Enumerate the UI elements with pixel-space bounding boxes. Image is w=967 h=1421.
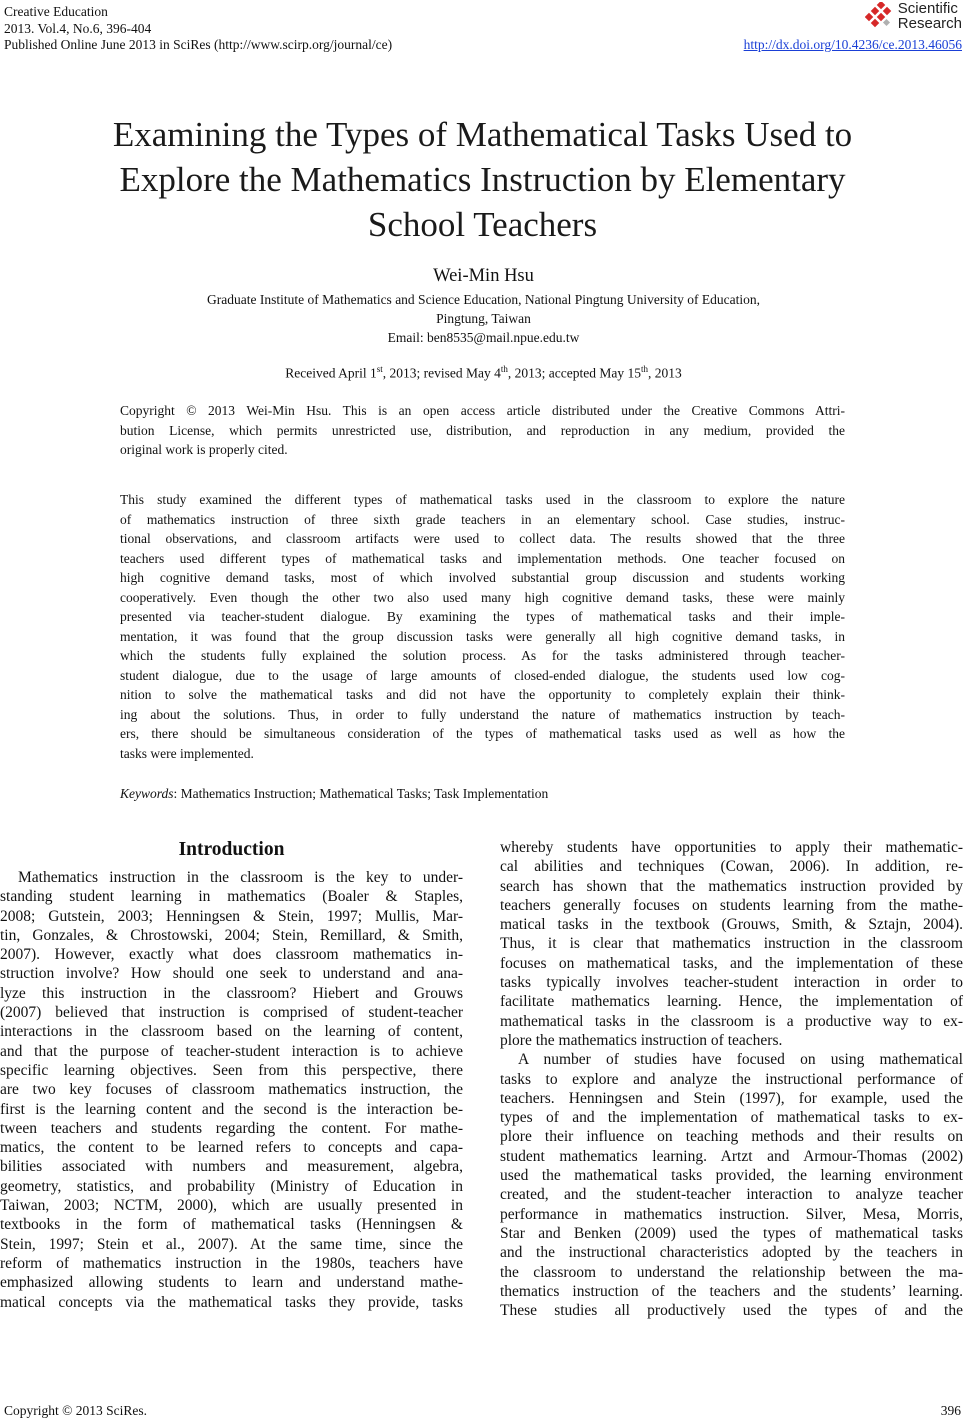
intro-line: teachers generally focuses on students learning from the mathe- xyxy=(500,896,963,914)
revised-sup: th xyxy=(500,364,508,374)
keywords-label: Keywords xyxy=(120,786,174,801)
intro-line: lyze this instruction in the classroom? Hiebert and Grouws xyxy=(0,984,463,1002)
intro-line: matical concepts via the mathematical tasks they provide, tasks xyxy=(0,1293,463,1311)
abstract-line: tional observations, and classroom artifacts were used to collect data. The results showed that the three xyxy=(120,531,845,546)
intro-line: cal abilities and techniques (Cowan, 2006). In addition, re- xyxy=(500,858,963,876)
intro-line: matical tasks in the textbook (Grouws, Smith, & Sztajn, 2004). xyxy=(500,916,963,934)
right-column xyxy=(500,838,963,1320)
intro-line: matics, the content to be learned refers to concepts and capa- xyxy=(0,1139,463,1157)
title-line: Examining the Types of Mathematical Tasks Used to xyxy=(112,115,853,154)
abstract-line: This study examined the different types of mathematical tasks used in the classroom to explore the nature xyxy=(120,492,845,507)
intro-line: plore their influence on teaching methods and their results on xyxy=(500,1128,963,1146)
received-dates xyxy=(0,364,967,382)
abstract xyxy=(120,490,845,763)
author-name: Wei-Min Hsu xyxy=(433,266,534,286)
intro-line: used the mathematical tasks provided, the learning environment xyxy=(500,1167,963,1185)
journal-volume: 2013. Vol.4, No.6, 396-404 xyxy=(4,20,152,36)
intro-line: search has shown that the mathematics instruction provided by xyxy=(500,877,963,895)
intro-line: Star and Benken (2009) used the types of mathematical tasks xyxy=(500,1224,963,1242)
intro-line: reform of mathematics instruction in the 1980s, teachers have xyxy=(0,1254,463,1272)
intro-line: A number of studies have focused on using mathematical xyxy=(518,1051,963,1069)
intro-line: whereby students have opportunities to apply their mathematic- xyxy=(500,839,963,856)
intro-line: performance in mathematics instruction. Silver, Mesa, Morris, xyxy=(500,1205,963,1223)
abstract-line: student dialogue, due to the usage of large amounts of closed-ended dialogue, the students used low cog- xyxy=(120,667,845,683)
logo-diamonds-icon xyxy=(865,2,895,30)
intro-line: (2007) believed that instruction is comprised of student-teacher xyxy=(0,1004,463,1022)
intro-line: struction involve? How should one seek to understand and ana- xyxy=(0,965,463,983)
intro-line: Stein, 1997; Stein et al., 2007). At the same time, since the xyxy=(0,1235,463,1253)
intro-line: Thus, it is clear that mathematics instruction in the classroom xyxy=(500,935,963,953)
intro-line: thematics instruction of the teachers and the students’ learning. xyxy=(500,1282,963,1300)
intro-line: plore the mathematics instruction of teachers. xyxy=(500,1031,783,1049)
abstract-line: teachers used different types of mathematical tasks and implementation methods. One teacher focused on xyxy=(120,550,845,566)
keywords xyxy=(120,786,548,802)
doi-link[interactable]: http://dx.doi.org/10.4236/ce.2013.46056 xyxy=(743,37,962,52)
intro-line: types of and the implementation of mathematical tasks to ex- xyxy=(500,1109,963,1127)
keywords-text: : Mathematics Instruction; Mathematical Tasks; Task Implementation xyxy=(173,786,549,801)
copyright-line: bution License, which permits unrestricted use, distribution, and reproduction in any medium, provided the xyxy=(120,422,845,438)
abstract-line: of mathematics instruction of three sixth grade teachers in an elementary school. Case studies, instruc- xyxy=(120,511,845,527)
abstract-line: nition to solve the mathematical tasks and did not have the opportunity to completely explain their think- xyxy=(120,687,845,702)
intro-line: tasks typically involves teacher-student interaction in order to xyxy=(500,974,963,992)
footer-copyright: Copyright © 2013 SciRes. xyxy=(4,1403,148,1418)
intro-line: and the instructional characteristics adopted by the teachers in xyxy=(500,1244,963,1262)
affiliation-line: Graduate Institute of Mathematics and Science Education, National Pingtung University of Education, xyxy=(207,292,760,307)
intro-line: focuses on mathematical tasks, and the implementation of these xyxy=(500,954,963,972)
title-line: School Teachers xyxy=(367,205,598,244)
intro-line: 2008; Gutstein, 2003; Henningsen & Stein, 1997; Mullis, Mar- xyxy=(0,907,463,925)
intro-line: These studies all productively used the types of and the xyxy=(500,1302,963,1320)
journal-header xyxy=(4,4,392,54)
intro-line: student mathematics learning. Artzt and Armour-Thomas (2002) xyxy=(500,1147,963,1165)
received-date: Received April 1 xyxy=(285,365,377,381)
intro-line: interactions in the classroom based on the learning of content, xyxy=(0,1023,463,1041)
title-line: Explore the Mathematics Instruction by Elementary xyxy=(119,160,846,199)
intro-line: first is the learning content and the second is the interaction be- xyxy=(0,1100,463,1118)
abstract-line: high cognitive demand tasks, most of which involved substantial group discussion and students working xyxy=(120,570,845,585)
intro-line: standing student learning in mathematics (Boaler & Staples, xyxy=(0,888,463,906)
accepted-date: , 2013; accepted May 15 xyxy=(507,365,641,381)
intro-line: emphasized allowing students to learn and understand mathe- xyxy=(0,1274,463,1292)
abstract-line: mentation, it was found that the group discussion tasks were generally all high cognitive demand tasks, in xyxy=(120,628,845,644)
dates-suffix: , 2013 xyxy=(647,365,682,381)
abstract-line: which the students fully explained the solution process. As for the tasks administered through teacher- xyxy=(120,648,845,663)
intro-line: tween teachers and students regarding the content. For mathe- xyxy=(0,1119,463,1137)
intro-line: textbooks in the form of mathematical tasks (Henningsen & xyxy=(0,1216,463,1234)
intro-line: tin, Gonzales, & Chrostowski, 2004; Stein, Remillard, & Smith, xyxy=(0,926,463,944)
intro-line: created, and the student-teacher interaction to analyze teacher xyxy=(500,1186,963,1204)
intro-line: and that the purpose of teacher-student interaction is to achieve xyxy=(0,1042,463,1060)
abstract-line: ers, there should be simultaneous consideration of the types of mathematical tasks used as well as how the xyxy=(120,726,845,741)
affiliation-line: Pingtung, Taiwan xyxy=(436,311,531,326)
copyright-line: original work is properly cited. xyxy=(120,442,288,457)
intro-line: specific learning objectives. Seen from this perspective, there xyxy=(0,1061,463,1079)
intro-heading: Introduction xyxy=(178,839,285,860)
logo-text xyxy=(898,1,962,31)
paper-title xyxy=(60,112,905,247)
abstract-line: cooperatively. Even though the other two also used many high cognitive demand tasks, these were mainly xyxy=(120,589,845,605)
intro-line: Taiwan, 2003; NCTM, 2000), which are usually presented in xyxy=(0,1197,463,1215)
logo-line-2: Research xyxy=(897,15,962,32)
logo-line-1: Scientific xyxy=(897,0,958,17)
journal-published: Published Online June 2013 in SciRes (http://www.scirp.org/journal/ce) xyxy=(4,37,393,52)
abstract-line: tasks were implemented. xyxy=(120,745,254,761)
abstract-line: ing about the solutions. Thus, in order to fully understand the nature of mathematics instruction by teach- xyxy=(120,706,845,722)
accepted-sup: th xyxy=(640,364,648,374)
intro-line: the classroom to understand the relationship between the ma- xyxy=(500,1263,963,1281)
received-sup: st xyxy=(376,364,383,374)
intro-line: 2007). However, exactly what does classroom mathematics in- xyxy=(0,946,463,964)
page-number: 396 xyxy=(940,1403,961,1418)
intro-line: mathematical tasks in the classroom is a productive way to ex- xyxy=(500,1012,963,1030)
author-email: Email: ben8535@mail.npue.edu.tw xyxy=(387,330,580,345)
intro-line: geometry, statistics, and probability (Ministry of Education in xyxy=(0,1177,463,1195)
journal-name: Creative Education xyxy=(4,4,108,19)
affiliation xyxy=(0,290,967,347)
copyright-notice xyxy=(120,401,845,460)
abstract-line: presented via teacher-student dialogue. By examining the types of mathematical tasks and their imple- xyxy=(120,609,845,624)
scientific-research-logo xyxy=(865,1,962,31)
intro-line: tasks to explore and analyze the instructional performance of xyxy=(500,1070,963,1088)
intro-line: are two key focuses of classroom mathematics instruction, the xyxy=(0,1081,463,1099)
copyright-line: Copyright © 2013 Wei-Min Hsu. This is an open access article distributed under the Creative Commons Attri- xyxy=(120,403,845,418)
intro-line: teachers. Henningsen and Stein (1997), for example, used the xyxy=(500,1089,963,1107)
intro-line: facilitate mathematics learning. Hence, the implementation of xyxy=(500,993,963,1011)
left-column xyxy=(0,838,463,1312)
revised-date: , 2013; revised May 4 xyxy=(382,365,501,381)
intro-line: Mathematics instruction in the classroom is the key to under- xyxy=(18,869,463,886)
intro-line: bilities associated with numbers and measurement, algebra, xyxy=(0,1158,463,1176)
